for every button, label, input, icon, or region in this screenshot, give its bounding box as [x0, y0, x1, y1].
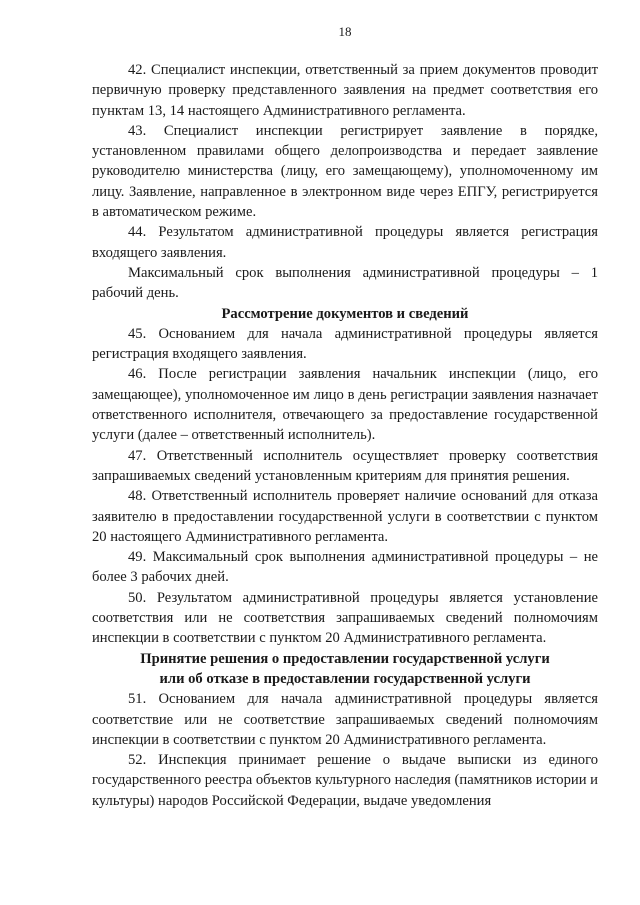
- section-heading-decision: [92, 649, 598, 690]
- paragraph-48: 48. Ответственный исполнитель проверяет наличие оснований для отказа заявителю в предоставлении государственной услуги в соответствии с пунктом 20 настоящего Административного регламента.: [92, 488, 598, 545]
- section-heading-review: Рассмотрение документов и сведений: [221, 305, 469, 322]
- paragraph-42: 42. Специалист инспекции, ответственный за прием документов проводит первичную проверку представленного заявления на предмет соответствия его пунктам 13, 14 настоящего Административного регламента.: [92, 62, 598, 119]
- page-number: 18: [338, 24, 352, 39]
- paragraph-50: 50. Результатом административной процедуры является установление соответствия или не соответствия запрашиваемых сведений полномочиям инспекции в соответствии с пунктом 20 Административного регламента.: [92, 589, 598, 647]
- paragraph-45: 45. Основанием для начала административной процедуры является регистрация входящего заявления.: [92, 325, 598, 363]
- paragraph-max-term-1: Максимальный срок выполнения административной процедуры – 1 рабочий день.: [92, 264, 598, 302]
- paragraph-51: 51. Основанием для начала административной процедуры является соответствие или не соответствие запрашиваемых сведений полномочиям инспекции в соответствии с пунктом 20 Административного регламента.: [92, 691, 598, 748]
- paragraph-52: 52. Инспекция принимает решение о выдаче выписки из единого государственного реестра объектов культурного наследия (памятников истории и культуры) народов Российской Федерации, выдаче уведомления: [92, 752, 598, 809]
- section-heading-decision-line1: Принятие решения о предоставлении государственной услуги: [140, 650, 550, 667]
- paragraph-47: 47. Ответственный исполнитель осуществляет проверку соответствия запрашиваемых сведений установленным критериям для принятия решения.: [92, 447, 598, 484]
- section-heading-decision-line2: или об отказе в предоставлении государственной услуги: [159, 670, 531, 687]
- paragraph-44: 44. Результатом административной процедуры является регистрация входящего заявления.: [92, 224, 598, 261]
- paragraph-49: 49. Максимальный срок выполнения административной процедуры – не более 3 рабочих дней.: [92, 549, 598, 586]
- paragraph-46: 46. После регистрации заявления начальник инспекции (лицо, его замещающее), уполномоченное им лицо в день регистрации заявления назначает ответственного исполнителя, отвечающего за предоставление государственной услуги (далее – ответственный исполнитель).: [92, 366, 598, 444]
- document-body: [92, 60, 598, 811]
- paragraph-43: 43. Специалист инспекции регистрирует заявление в порядке, установленном правилами общего делопроизводства и передает заявление руководителю министерства (лицу, его замещающему), уполномоченному им лицу. Заявление, направленное в электронном виде через ЕПГУ, регистрируется в автоматическом режиме.: [92, 122, 598, 221]
